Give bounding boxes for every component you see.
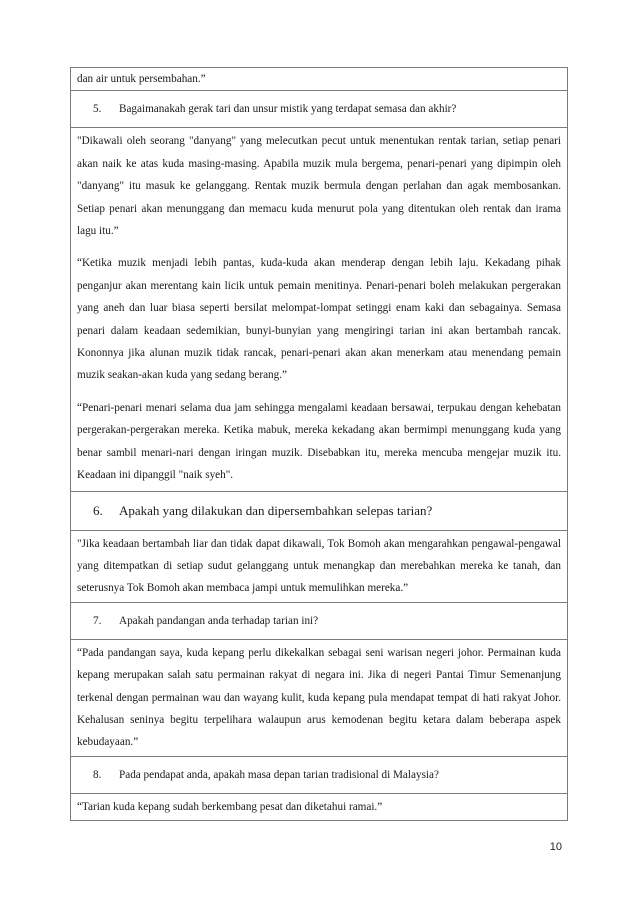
- answer-paragraph: dan air untuk persembahan.”: [77, 73, 206, 85]
- question-number: 5.: [93, 103, 102, 116]
- question-text: Apakah yang dilakukan dan dipersembahkan selepas tarian?: [119, 502, 433, 518]
- answer-paragraph: “Pada pandangan saya, kuda kepang perlu dikekalkan sebagai seni warisan negeri johor. Permainan kuda kepang merupakan salah satu permainan rakyat di negara ini. Jika di negeri Pantai Timur Semenanjung terkenal dengan permainan wau dan wayang kulit, kuda kepang pula mendapat tempat di hati rakyat Johor. Kehalusan seninya begitu terpelihara walaupun arus kemodenan begitu ketara dalam beberapa aspek kebudayaan.”: [77, 646, 561, 749]
- table-row: [71, 91, 568, 128]
- answer-7: [71, 639, 568, 756]
- question-6: [71, 491, 568, 530]
- table-row: [71, 639, 568, 756]
- answer-5: [71, 128, 568, 491]
- table-row: [71, 128, 568, 491]
- question-8: [71, 756, 568, 793]
- answer-paragraph: “Ketika muzik menjadi lebih pantas, kuda-kuda akan menderap dengan lebih laju. Kekadang pihak penganjur akan merentang kain licik untuk pemain menitinya. Penari-penari boleh melakukan pergerakan yang aneh dan luar biasa seperti bersilat melompat-lompat setinggi enam kaki dan sebagainya. Semasa penari dalam keadaan sedemikian, bunyi-bunyian yang mengiringi tarian ini akan bertambah rancak. Kononnya jika alunan muzik tidak rancak, penari-penari akan akan menerkam atau menendang pemain muzik seakan-akan kuda yang sedang berang.”: [77, 257, 561, 382]
- question-text: Pada pendapat anda, apakah masa depan tarian tradisional di Malaysia?: [119, 768, 439, 781]
- question-text: Bagaimanakah gerak tari dan unsur mistik yang terdapat semasa dan akhir?: [119, 103, 457, 116]
- table-row: [71, 68, 568, 91]
- answer-paragraph: "Dikawali oleh seorang "danyang" yang melecutkan pecut untuk menentukan rentak tarian, setiap penari akan naik ke atas kuda masing-masing. Apabila muzik mula bergema, penari-penari yang dipimpin oleh "danyang" itu masuk ke gelanggang. Rentak muzik bermula dengan perlahan dan agak membosankan. Setiap penari akan menunggang dan memacu kuda menurut pola yang ditentukan oleh rentak dan irama lagu itu.”: [77, 135, 561, 238]
- table-row: [71, 530, 568, 602]
- answer-paragraph: "Jika keadaan bertambah liar dan tidak dapat dikawali, Tok Bomoh akan mengarahkan pengawal-pengawal yang ditempatkan di setiap sudut gelanggang untuk menangkap dan merebahkan mereka ke tanah, dan seterusnya Tok Bomoh akan membaca jampi untuk memulihkan mereka.”: [77, 537, 561, 595]
- answer-6: [71, 530, 568, 602]
- answer-8: [71, 793, 568, 820]
- question-number: 6.: [93, 502, 103, 518]
- question-5: [71, 91, 568, 128]
- question-text: Apakah pandangan anda terhadap tarian ini?: [119, 614, 319, 627]
- table-row: [71, 793, 568, 820]
- answer-paragraph: “Tarian kuda kepang sudah berkembang pesat dan diketahui ramai.”: [77, 800, 383, 813]
- table-row: [71, 756, 568, 793]
- page-number: 10: [549, 841, 562, 853]
- table-row: [71, 491, 568, 530]
- answer-paragraph: “Penari-penari menari selama dua jam sehingga mengalami keadaan bersawai, terpukau dengan kehebatan pergerakan-pergerakan mereka. Ketika mabuk, mereka kekadang akan bermimpi menunggang kuda yang benar sambil menari-nari dengan iringan muzik. Disebabkan itu, mereka mencuba mengejar muzik itu. Keadaan ini dipanggil "naik syeh".: [77, 401, 561, 482]
- question-7: [71, 602, 568, 639]
- question-number: 8.: [93, 768, 102, 781]
- question-number: 7.: [93, 614, 102, 627]
- continuation-answer: [71, 68, 568, 91]
- interview-table: [70, 67, 568, 821]
- table-row: [71, 602, 568, 639]
